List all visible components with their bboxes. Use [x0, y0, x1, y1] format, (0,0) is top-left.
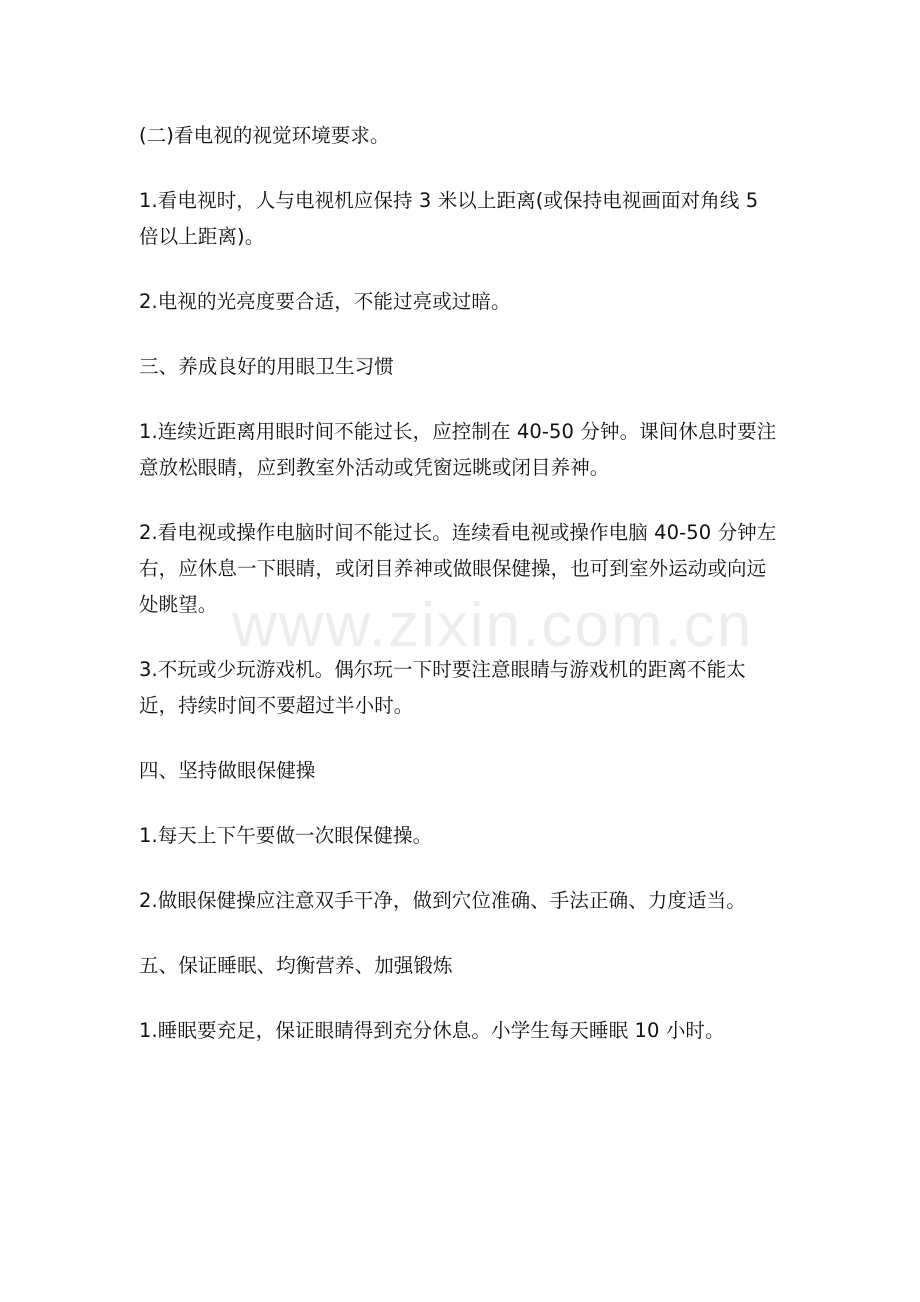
paragraph: 2.做眼保健操应注意双手干净，做到穴位准确、手法正确、力度适当。 [139, 889, 746, 912]
paragraph: 3.不玩或少玩游戏机。偶尔玩一下时要注意眼睛与游戏机的距离不能太近，持续时间不要超过半小时。 [139, 658, 746, 717]
paragraph: 1.看电视时，人与电视机应保持 3 米以上距离(或保持电视画面对角线 5 倍以上距离)。 [139, 189, 759, 248]
section-subheading: (二)看电视的视觉环境要求。 [139, 124, 390, 147]
section-heading: 五、保证睡眠、均衡营养、加强锻炼 [139, 954, 453, 977]
paragraph: 1.连续近距离用眼时间不能过长，应控制在 40-50 分钟。课间休息时要注意放松眼睛，应到教室外活动或凭窗远眺或闭目养神。 [139, 420, 777, 479]
paragraph: 1.每天上下午要做一次眼保健操。 [139, 824, 433, 847]
watermark: www.zixin.com.cn [232, 591, 754, 660]
paragraph: 1.睡眠要充足，保证眼睛得到充分休息。小学生每天睡眠 10 小时。 [139, 1019, 725, 1042]
paragraph: 2.电视的光亮度要合适，不能过亮或过暗。 [139, 290, 511, 313]
section-heading: 四、坚持做眼保健操 [139, 759, 316, 782]
section-heading: 三、养成良好的用眼卫生习惯 [139, 355, 394, 378]
document-body [139, 118, 784, 1078]
paragraph: 2.看电视或操作电脑时间不能过长。连续看电视或操作电脑 40-50 分钟左右，应休息一下眼睛，或闭目养神或做眼保健操，也可到室外运动或向远处眺望。 [139, 521, 777, 616]
